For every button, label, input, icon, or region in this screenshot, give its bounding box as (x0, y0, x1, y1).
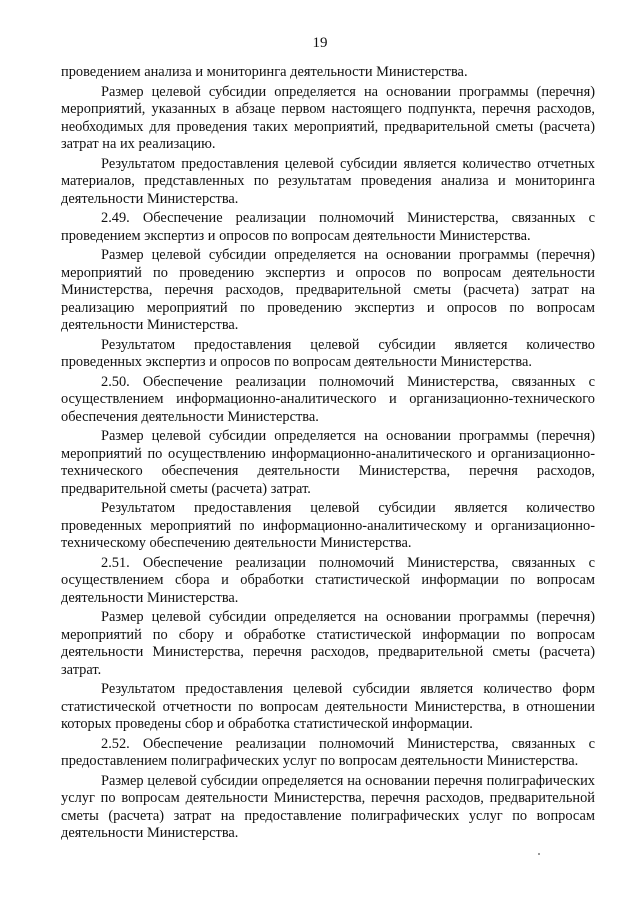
paragraph: Размер целевой субсидии определяется на основании программы (перечня) мероприятий по сбору и обработке статистической информации по вопросам деятельности Министерства, перечня расходов, предварительной сметы (расчета) затрат. (61, 609, 595, 678)
paragraph: Результатом предоставления целевой субсидии является количество форм статистической отчетности по вопросам деятельности Министерства, в отношении которых проведены сбор и обработка статистической информации. (61, 681, 595, 732)
paragraph: Результатом предоставления целевой субсидии является количество отчетных материалов, представленных по результатам проведения анализа и мониторинга деятельности Министерства. (61, 155, 595, 207)
paragraph: 2.49. Обеспечение реализации полномочий Министерства, связанных с проведением экспертиз и опросов по вопросам деятельности Министерства. (61, 210, 595, 244)
paragraph: Размер целевой субсидии определяется на основании перечня полиграфических услуг по вопросам деятельности Министерства, перечня расходов, предварительной сметы (расчета) затрат на предоставление полиграфических услуг по вопросам деятельности Министерства. (61, 772, 595, 841)
page-number: 19 (312, 35, 328, 51)
paragraph: 2.51. Обеспечение реализации полномочий Министерства, связанных с осуществлением сбора и обработки статистической информации по вопросам деятельности Министерства. (61, 554, 595, 606)
paragraph: Результатом предоставления целевой субсидии является количество проведенных мероприятий по информационно-аналитическому и организационно-техническому обеспечению деятельности Министерства. (61, 500, 595, 551)
paragraph: Размер целевой субсидии определяется на основании программы (перечня) мероприятий по проведению экспертиз и опросов по вопросам деятельности Министерства, перечня расходов, предварительной сметы (расчета) затрат на реализацию мероприятий по проведению экспертиз и опросов по вопросам деятельности Министерства. (61, 247, 595, 333)
document-body (61, 64, 595, 845)
scan-speck (538, 853, 540, 855)
paragraph: Размер целевой субсидии определяется на основании программы (перечня) мероприятий по осуществлению информационно-аналитического и организационно-технического обеспечения деятельности Министерства, перечня расходов, предварительной сметы (расчета) затрат. (61, 428, 595, 497)
paragraph: Результатом предоставления целевой субсидии является количество проведенных экспертиз и опросов по вопросам деятельности Министерства. (61, 336, 595, 370)
paragraph: Размер целевой субсидии определяется на основании программы (перечня) мероприятий, указанных в абзаце первом настоящего подпункта, перечня расходов, необходимых для проведения таких мероприятий, предварительной сметы (расчета) затрат на их реализацию. (61, 83, 595, 152)
paragraph: 2.50. Обеспечение реализации полномочий Министерства, связанных с осуществлением информационно-аналитического и организационно-технического обеспечения деятельности Министерства. (61, 373, 595, 425)
paragraph: 2.52. Обеспечение реализации полномочий Министерства, связанных с предоставлением полиграфических услуг по вопросам деятельности Министерства. (61, 735, 595, 769)
paragraph: проведением анализа и мониторинга деятельности Министерства. (61, 64, 468, 80)
